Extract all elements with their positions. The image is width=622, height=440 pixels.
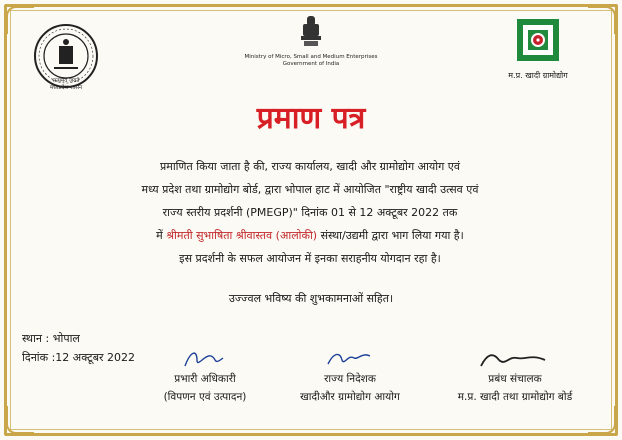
- corner-ornament: [588, 6, 616, 34]
- body-line-5: इस प्रदर्शनी के सफल आयोजन में इनका सराहनीय योगदान रहा है।: [179, 252, 441, 265]
- ministry-line2: Government of India: [282, 61, 340, 67]
- signature-block-officer: [140, 348, 270, 406]
- national-emblem-icon: [298, 14, 324, 50]
- signature-mark: [320, 348, 380, 370]
- signatory-title: प्रभारी अधिकारी: [174, 373, 236, 385]
- body-line-4-suffix: संस्था/उद्यमी द्वारा भाग लिया गया है।: [320, 229, 464, 242]
- body-line-4: [60, 224, 560, 247]
- kvib-logo: [516, 18, 560, 62]
- signature-mark: [175, 348, 235, 370]
- signatory-title: प्रबंध संचालक: [488, 373, 542, 385]
- signatory-dept: म.प्र. खादी तथा ग्रामोद्योग बोर्ड: [457, 391, 573, 403]
- certificate-title: प्रमाण पत्र: [256, 101, 366, 136]
- body-line-4-prefix: में: [156, 229, 163, 242]
- signature-block-director: [275, 348, 425, 406]
- signature-block-md: [430, 348, 600, 406]
- signature-mark: [475, 348, 555, 370]
- signatory-dept: (विपणन एवं उत्पादन): [163, 391, 247, 403]
- body-line-3: राज्य स्तरीय प्रदर्शनी (PMEGP)" दिनांक 01 से 12 अक्टूबर 2022 तक: [162, 206, 458, 219]
- body-line-2: मध्य प्रदेश तथा ग्रामोद्योग बोर्ड, द्वारा भोपाल हाट में आयोजित "राष्ट्रीय खादी उत्सव एवं: [141, 183, 479, 196]
- recipient-name: श्रीमती सुभाषिता श्रीवास्तव (आलोकी): [166, 229, 318, 242]
- certificate-body: [60, 155, 560, 270]
- body-line-1: प्रमाणित किया जाता है की, राज्य कार्यालय, खादी और ग्रामोद्योग आयोग एवं: [160, 160, 460, 173]
- corner-ornament: [588, 406, 616, 434]
- seal-caption-line1: सत्यमेव जयते: [52, 78, 80, 84]
- signatory-title: राज्य निदेशक: [324, 373, 376, 385]
- best-wishes-text: उज्ज्वल भविष्य की शुभकामनाओं सहित।: [228, 292, 394, 305]
- kvib-caption: म.प्र. खादी ग्रामोद्योग: [508, 71, 568, 80]
- signatory-dept: खादीऔर ग्रामोद्योग आयोग: [300, 391, 400, 403]
- ministry-label: [211, 54, 411, 68]
- seal-caption: [22, 78, 110, 92]
- place-label: स्थान : भोपाल: [22, 332, 80, 345]
- corner-ornament: [6, 406, 34, 434]
- corner-ornament: [6, 6, 34, 34]
- date-label: दिनांक :12 अक्टूबर 2022: [22, 351, 136, 364]
- ministry-line1: Ministry of Micro, Small and Medium Enterprises: [244, 54, 378, 60]
- seal-caption-line2: मध्यप्रदेश शासन: [49, 85, 83, 91]
